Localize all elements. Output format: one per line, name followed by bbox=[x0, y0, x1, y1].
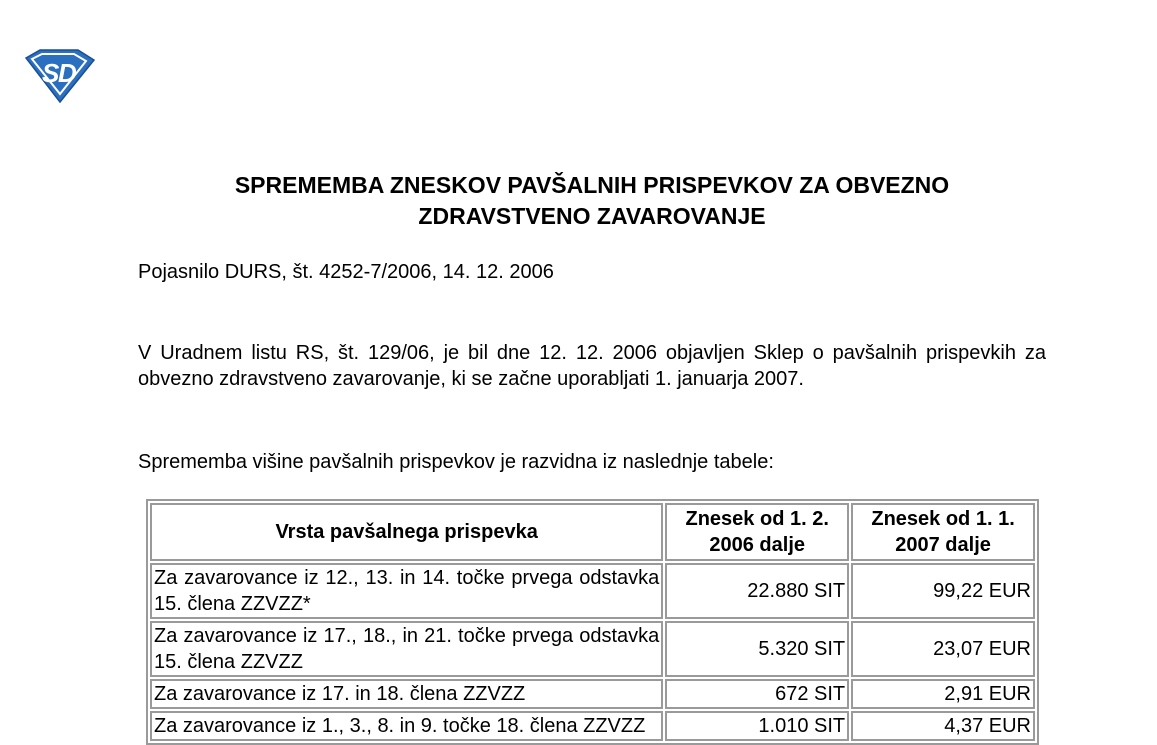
table-row bbox=[150, 711, 1035, 741]
row-amount-2007: 23,07 EUR bbox=[851, 621, 1035, 677]
document-title bbox=[138, 170, 1046, 232]
row-amount-2006: 22.880 SIT bbox=[665, 563, 849, 619]
table-row bbox=[150, 621, 1035, 677]
row-amount-2007: 2,91 EUR bbox=[851, 679, 1035, 709]
header-type: Vrsta pavšalnega prispevka bbox=[150, 503, 663, 561]
title-line-1: SPREMEMBA ZNESKOV PAVŠALNIH PRISPEVKOV ZA OBVEZNO bbox=[234, 172, 950, 198]
row-type: Za zavarovance iz 12., 13. in 14. točke prvega odstavka 15. člena ZZVZZ* bbox=[150, 563, 663, 619]
table-row bbox=[150, 679, 1035, 709]
header-amount-2007: Znesek od 1. 1. 2007 dalje bbox=[851, 503, 1035, 561]
intro-paragraph: V Uradnem listu RS, št. 129/06, je bil dne 12. 12. 2006 objavljen Sklep o pavšalnih prispevkih za obvezno zdravstveno zavarovanje, ki se začne uporabljati 1. januarja 2007. bbox=[138, 342, 1046, 390]
table-row bbox=[150, 563, 1035, 619]
row-amount-2007: 4,37 EUR bbox=[851, 711, 1035, 741]
row-amount-2006: 672 SIT bbox=[665, 679, 849, 709]
row-type: Za zavarovance iz 1., 3., 8. in 9. točke 18. člena ZZVZZ bbox=[150, 711, 663, 741]
row-amount-2006: 5.320 SIT bbox=[665, 621, 849, 677]
sd-logo-icon bbox=[22, 48, 96, 104]
row-type: Za zavarovance iz 17. in 18. člena ZZVZZ bbox=[150, 679, 663, 709]
title-line-2: ZDRAVSTVENO ZAVAROVANJE bbox=[418, 203, 766, 229]
document-subtitle: Pojasnilo DURS, št. 4252-7/2006, 14. 12. 2006 bbox=[138, 261, 554, 283]
row-amount-2007: 99,22 EUR bbox=[851, 563, 1035, 619]
table-lead-text: Sprememba višine pavšalnih prispevkov je razvidna iz naslednje tabele: bbox=[138, 451, 774, 473]
fee-table bbox=[146, 499, 1039, 745]
row-amount-2006: 1.010 SIT bbox=[665, 711, 849, 741]
table-header-row bbox=[150, 503, 1035, 561]
svg-text:S: S bbox=[42, 58, 60, 88]
row-type: Za zavarovance iz 17., 18., in 21. točke prvega odstavka 15. člena ZZVZZ bbox=[150, 621, 663, 677]
header-amount-2006: Znesek od 1. 2. 2006 dalje bbox=[665, 503, 849, 561]
svg-text:D: D bbox=[58, 58, 77, 88]
